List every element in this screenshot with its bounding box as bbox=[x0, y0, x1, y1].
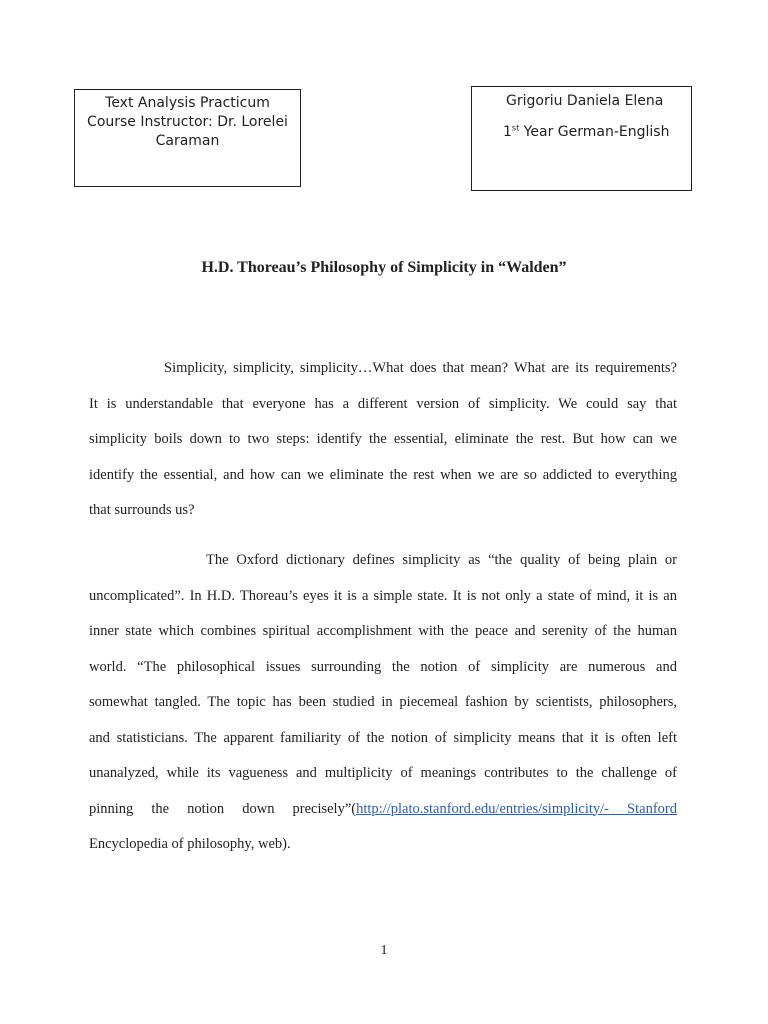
paragraph-line: The Oxford dictionary defines simplicity as “the quality of being plain or bbox=[206, 552, 677, 568]
paragraph-line: world. “The philosophical issues surrounding the notion of simplicity are numerous and bbox=[89, 658, 677, 675]
citation-line bbox=[89, 792, 677, 828]
paragraph-line: Encyclopedia of philosophy, web). bbox=[89, 836, 291, 852]
student-name: Grigoriu Daniela Elena bbox=[506, 93, 664, 109]
course-name: Text Analysis Practicum bbox=[105, 95, 270, 111]
student-year bbox=[503, 123, 669, 142]
paragraph-line: Simplicity, simplicity, simplicity…What does that mean? What are its requirements? bbox=[164, 360, 677, 376]
paragraph-line: unanalyzed, while its vagueness and multiplicity of meanings contributes to the challenge of bbox=[89, 765, 677, 781]
course-info-box bbox=[74, 89, 301, 187]
paragraph-1 bbox=[89, 351, 677, 529]
citation-link[interactable]: http://plato.stanford.edu/entries/simplicity/- Stanford bbox=[356, 800, 677, 817]
course-instructor: Course Instructor: Dr. Lorelei bbox=[87, 114, 288, 130]
paragraph-line: and statisticians. The apparent familiarity of the notion of simplicity means that it is often left bbox=[89, 729, 677, 746]
citation-prefix: pinning the notion down precisely”( bbox=[89, 800, 357, 817]
paragraph-line: somewhat tangled. The topic has been studied in piecemeal fashion by scientists, philosophers, bbox=[89, 694, 677, 710]
year-number: 1 bbox=[503, 124, 512, 140]
paragraph-line: uncomplicated”. In H.D. Thoreau’s eyes it is a simple state. It is not only a state of mind, it is an bbox=[89, 587, 677, 604]
year-program: Year German-English bbox=[519, 124, 670, 140]
document-title: H.D. Thoreau’s Philosophy of Simplicity in “Walden” bbox=[201, 259, 567, 276]
course-instructor-surname: Caraman bbox=[155, 133, 220, 149]
page-number: 1 bbox=[380, 943, 388, 958]
paragraph-line: simplicity boils down to two steps: identify the essential, eliminate the rest. But how can we bbox=[89, 431, 677, 447]
paragraph-line: It is understandable that everyone has a different version of simplicity. We could say that bbox=[89, 395, 677, 412]
paragraph-2 bbox=[89, 543, 677, 863]
paragraph-line: that surrounds us? bbox=[89, 502, 195, 518]
student-info-box bbox=[471, 86, 692, 191]
paragraph-line: identify the essential, and how can we eliminate the rest when we are so addicted to everything bbox=[89, 466, 677, 483]
paragraph-line: inner state which combines spiritual accomplishment with the peace and serenity of the human bbox=[89, 623, 677, 639]
year-suffix: st bbox=[511, 123, 520, 133]
